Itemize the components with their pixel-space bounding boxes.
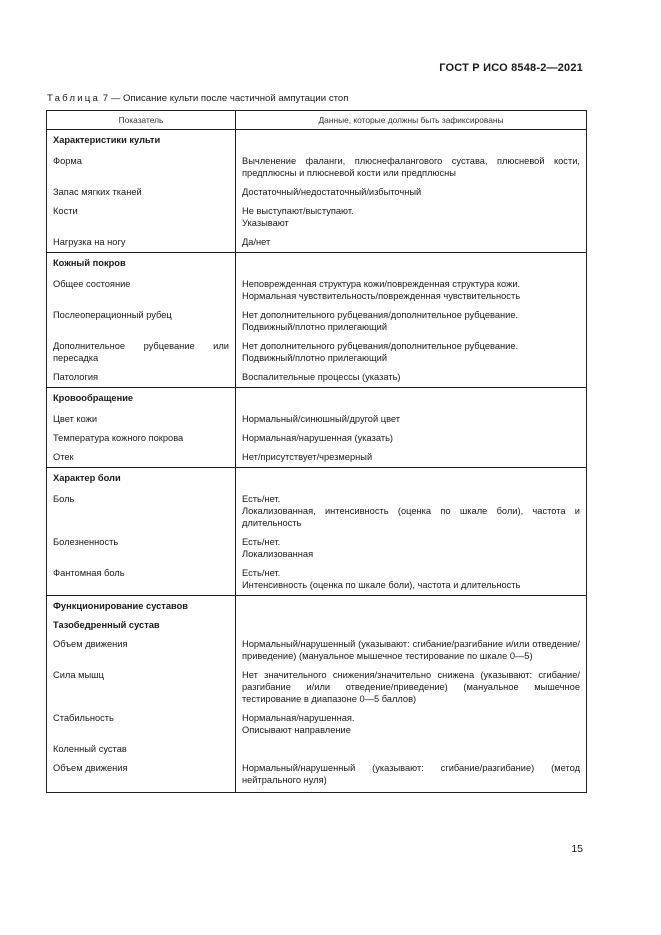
row-value: Нормальная/нарушенная (указать) (236, 425, 587, 444)
table-row (47, 425, 587, 444)
row-value (236, 269, 587, 302)
table-row (47, 302, 587, 333)
table-row (47, 631, 587, 662)
table-row (47, 179, 587, 198)
row-indicator: Дополнительное рубцевание или пересадка (47, 333, 236, 364)
row-indicator: Отек (47, 444, 236, 468)
table-caption (47, 93, 348, 104)
row-indicator: Сила мышц (47, 662, 236, 705)
table-row (47, 662, 587, 705)
row-indicator: Температура кожного покрова (47, 425, 236, 444)
row-indicator: Фантомная боль (47, 560, 236, 596)
row-value-line: Указывают (242, 218, 289, 228)
subsection-row (47, 612, 587, 631)
row-value-line: Подвижный/плотно прилегающий (242, 322, 388, 332)
row-indicator: Цвет кожи (47, 404, 236, 425)
table-caption-title: — Описание культи после частичной ампутации стоп (110, 93, 349, 104)
section-title: Функционирование суставов (47, 596, 236, 613)
row-indicator: Болезненность (47, 529, 236, 560)
document-standard-number: ГОСТ Р ИСО 8548-2—2021 (439, 62, 583, 74)
row-indicator: Стабильность (47, 705, 236, 736)
row-value-line: Нет дополнительного рубцевания/дополнительное рубцевание. (242, 310, 519, 320)
row-value-line: Неповрежденная структура кожи/поврежденная структура кожи. (242, 279, 521, 289)
table-row (47, 529, 587, 560)
row-value: Нормальный/нарушенный (указывают: сгибание/разгибание и/или отведение/приведение) (мануальное мышечное тестирование по шкале 0—5) (236, 631, 587, 662)
table-row (47, 198, 587, 229)
row-value-line: Локализованная, интенсивность (оценка по шкале боли), частота и длительность (242, 506, 580, 528)
row-value-line: Нет дополнительного рубцевания/дополнительное рубцевание. (242, 341, 519, 351)
row-value-line: Подвижный/плотно прилегающий (242, 353, 388, 363)
table-row (47, 484, 587, 529)
table-row (47, 364, 587, 388)
row-value-line: Не выступают/выступают. (242, 206, 354, 216)
section-title: Кожный покров (47, 253, 236, 270)
section-title: Кровообращение (47, 388, 236, 405)
row-value: Нормальный/нарушенный (указывают: сгибание/разгибание) (метод нейтрального нуля) (236, 755, 587, 793)
row-value-line: Интенсивность (оценка по шкале боли), частота и длительность (242, 580, 521, 590)
subsection-title: Тазобедренный сустав (47, 612, 236, 631)
page-number: 15 (571, 843, 583, 855)
row-value: Нет/присутствует/чрезмерный (236, 444, 587, 468)
row-indicator: Объем движения (47, 631, 236, 662)
row-value-line: Есть/нет. (242, 568, 281, 578)
row-indicator: Объем движения (47, 755, 236, 793)
section-row (47, 468, 587, 485)
section-title: Характеристики культи (47, 130, 236, 147)
row-indicator: Послеоперационный рубец (47, 302, 236, 333)
table-row (47, 146, 587, 179)
row-value (236, 302, 587, 333)
row-value-line: Есть/нет. (242, 494, 281, 504)
stump-description-table (46, 110, 587, 793)
section-row (47, 253, 587, 270)
row-value (236, 529, 587, 560)
row-value: Воспалительные процессы (указать) (236, 364, 587, 388)
row-value: Вычленение фаланги, плюснефалангового сустава, плюсневой кости, предплюсны и плюсневой кости или предплюсны (236, 146, 587, 179)
row-value (236, 484, 587, 529)
row-value (236, 333, 587, 364)
section-row (47, 388, 587, 405)
row-value: Нормальный/синюшный/другой цвет (236, 404, 587, 425)
column-header-indicator: Показатель (47, 111, 236, 130)
table-caption-number: 7 (102, 93, 109, 104)
row-value-line: Описывают направление (242, 725, 351, 735)
row-value (236, 705, 587, 736)
row-value: Да/нет (236, 229, 587, 253)
row-indicator: Кости (47, 198, 236, 229)
subsection-row (47, 736, 587, 755)
row-indicator: Общее состояние (47, 269, 236, 302)
section-row (47, 130, 587, 147)
table-row (47, 705, 587, 736)
row-value (236, 560, 587, 596)
table-row (47, 560, 587, 596)
row-value: Достаточный/недостаточный/избыточный (236, 179, 587, 198)
table-row (47, 404, 587, 425)
row-value: Нет значительного снижения/значительно снижена (указывают: сгибание/разгибание и/или отведение/приведение) (мануальное мышечное тестирование в диапазоне 0—5 баллов) (236, 662, 587, 705)
column-header-data: Данные, которые должны быть зафиксированы (236, 111, 587, 130)
table-caption-label: Таблица (47, 93, 101, 104)
row-indicator: Патология (47, 364, 236, 388)
table-header-row (47, 111, 587, 130)
section-title: Характер боли (47, 468, 236, 485)
table-row (47, 333, 587, 364)
row-value (236, 198, 587, 229)
subsection-title: Коленный сустав (47, 736, 236, 755)
row-value-line: Нормальная чувствительность/поврежденная чувствительность (242, 291, 521, 301)
row-indicator: Нагрузка на ногу (47, 229, 236, 253)
table-row (47, 229, 587, 253)
table-row (47, 444, 587, 468)
section-row (47, 596, 587, 613)
row-indicator: Запас мягких тканей (47, 179, 236, 198)
row-indicator: Боль (47, 484, 236, 529)
row-value-line: Локализованная (242, 549, 314, 559)
table-row (47, 269, 587, 302)
row-indicator: Форма (47, 146, 236, 179)
row-value-line: Есть/нет. (242, 537, 281, 547)
row-value-line: Нормальная/нарушенная. (242, 713, 355, 723)
table-row (47, 755, 587, 793)
